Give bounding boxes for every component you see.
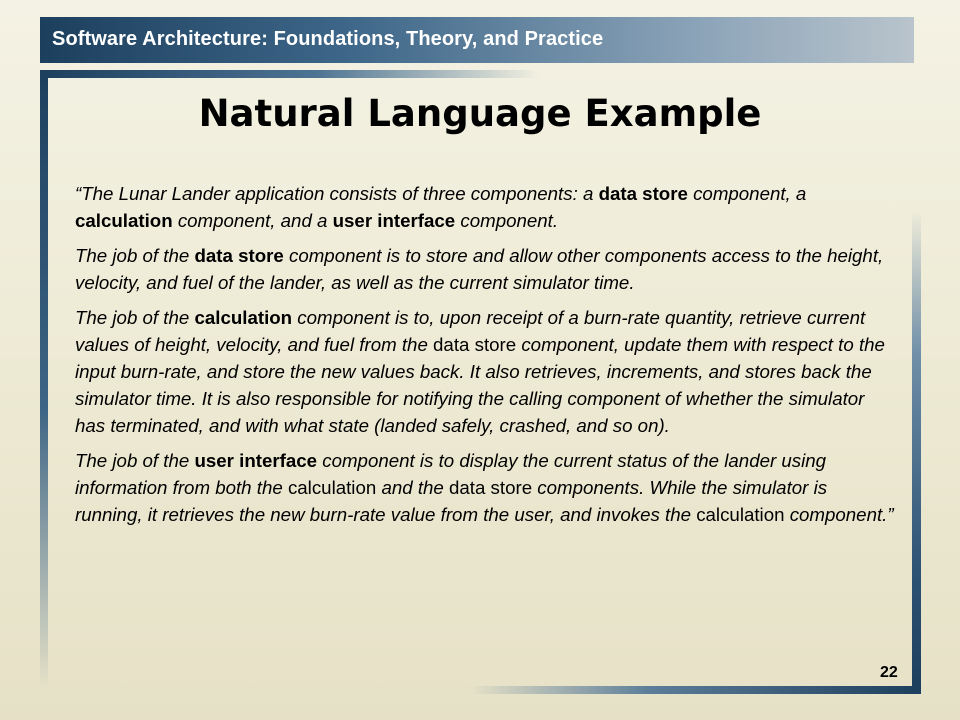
upright-term: data store — [448, 477, 533, 498]
text-run: The job of the — [75, 245, 195, 266]
text-run: The job of the — [75, 307, 195, 328]
text-run: component, update them with respect to the input burn-rate, and store the new values back. It also retrieves, increments, and stores back the simulator time. It is also responsible for notifying the calling component of whether the simulator has terminated, and with what state (landed safely, crashed, and so on). — [75, 334, 885, 436]
text-run: component.” — [784, 504, 894, 525]
text-run: and the — [376, 477, 449, 498]
slide-title: Natural Language Example — [198, 92, 762, 135]
text-run: component, and a — [172, 210, 333, 231]
text-run: component is to store and allow other components access to the height, velocity, and fuel of the lander, as well as the current simulator time. — [75, 245, 884, 293]
frame-bottom-edge — [470, 686, 921, 694]
frame-top-edge — [40, 70, 540, 78]
text-run: component, a — [687, 183, 807, 204]
frame-left-edge — [40, 70, 48, 690]
emphasis-term: user interface — [332, 210, 456, 231]
emphasis-term: user interface — [194, 450, 318, 471]
upright-term: calculation — [287, 477, 377, 498]
emphasis-term: calculation — [194, 307, 293, 328]
emphasis-term: calculation — [75, 210, 173, 231]
paragraph-user-interface — [75, 447, 895, 528]
text-run: The job of the — [75, 450, 195, 471]
upright-term: data store — [433, 334, 517, 355]
paragraph-intro — [75, 180, 895, 234]
text-run: “The Lunar Lander application consists of three components: a — [75, 183, 599, 204]
header-title: Software Architecture: Foundations, Theory, and Practice — [52, 28, 604, 50]
frame-right-edge — [912, 210, 921, 692]
text-run: components. While the simulator is running, it retrieves the new burn-rate value from the user, and invokes the — [75, 477, 828, 525]
emphasis-term: data store — [194, 245, 284, 266]
slide-body — [75, 180, 895, 536]
text-run: component is to, upon receipt of a burn-rate quantity, retrieve current values of height, velocity, and fuel from the — [75, 307, 866, 355]
paragraph-calculation — [75, 304, 895, 439]
text-run: component is to display the current status of the lander using information from both the — [75, 450, 827, 498]
paragraph-data-store — [75, 242, 895, 296]
upright-term: calculation — [696, 504, 785, 525]
text-run: component. — [455, 210, 559, 231]
slide-number: 22 — [880, 664, 898, 681]
emphasis-term: data store — [598, 183, 688, 204]
